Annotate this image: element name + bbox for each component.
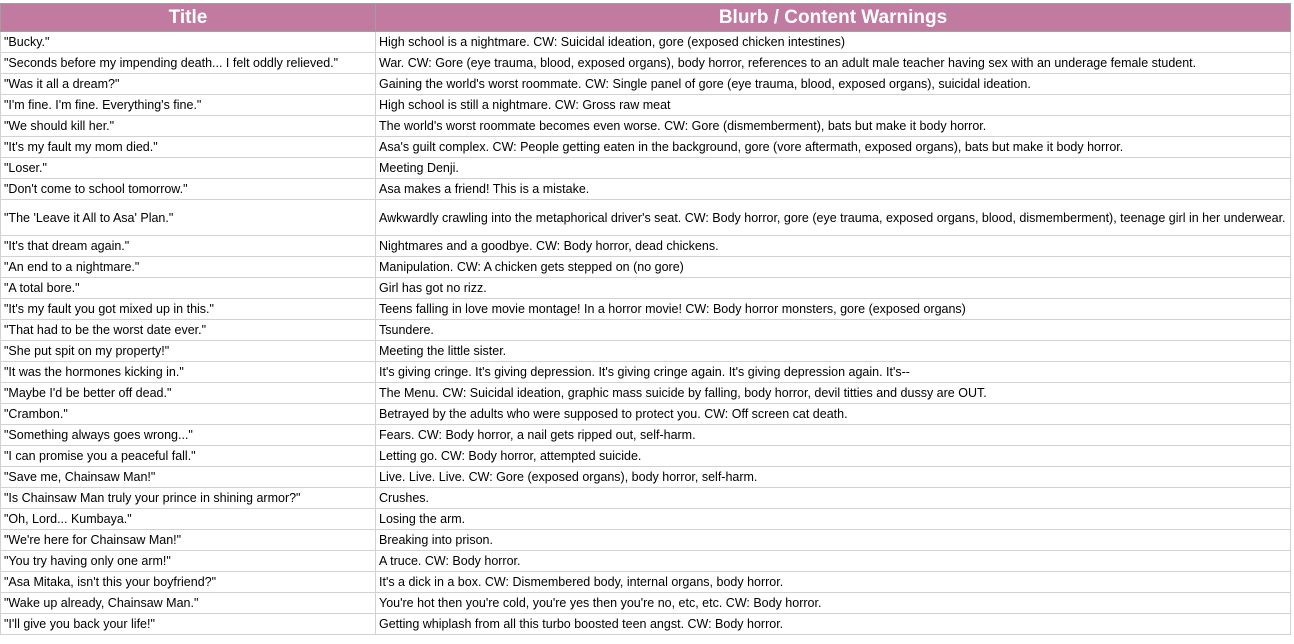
table-row [1, 200, 1291, 236]
blurb-cell[interactable]: Live. Live. Live. CW: Gore (exposed organs), body horror, self-harm. [376, 467, 1291, 488]
table-row [1, 488, 1291, 509]
title-cell[interactable]: "She put spit on my property!" [1, 341, 376, 362]
title-cell[interactable]: "You try having only one arm!" [1, 551, 376, 572]
table-row [1, 32, 1291, 53]
title-cell[interactable]: "It was the hormones kicking in." [1, 362, 376, 383]
title-cell[interactable]: "It's my fault my mom died." [1, 137, 376, 158]
table-row [1, 74, 1291, 95]
blurb-cell[interactable]: Tsundere. [376, 320, 1291, 341]
blurb-cell[interactable]: Girl has got no rizz. [376, 278, 1291, 299]
title-cell[interactable]: "Was it all a dream?" [1, 74, 376, 95]
title-cell[interactable]: "Asa Mitaka, isn't this your boyfriend?" [1, 572, 376, 593]
title-cell[interactable]: "Loser." [1, 158, 376, 179]
blurb-cell[interactable]: Meeting the little sister. [376, 341, 1291, 362]
blurb-cell[interactable]: Crushes. [376, 488, 1291, 509]
title-cell[interactable]: "Is Chainsaw Man truly your prince in shining armor?" [1, 488, 376, 509]
title-cell[interactable]: "I'll give you back your life!" [1, 614, 376, 635]
blurb-cell[interactable]: High school is a nightmare. CW: Suicidal ideation, gore (exposed chicken intestines) [376, 32, 1291, 53]
blurb-cell[interactable]: The world's worst roommate becomes even worse. CW: Gore (dismemberment), bats but make it body horror. [376, 116, 1291, 137]
title-cell[interactable]: "I can promise you a peaceful fall." [1, 446, 376, 467]
table-row [1, 572, 1291, 593]
chapter-table [0, 3, 1291, 635]
table-row [1, 362, 1291, 383]
table-row [1, 278, 1291, 299]
table-row [1, 467, 1291, 488]
table-row [1, 383, 1291, 404]
table-row [1, 179, 1291, 200]
table-header [1, 4, 1291, 32]
blurb-cell[interactable]: Awkwardly crawling into the metaphorical driver's seat. CW: Body horror, gore (eye trauma, exposed organs, blood, dismemberment), teenage girl in her underwear. [376, 200, 1291, 236]
table-row [1, 95, 1291, 116]
title-cell[interactable]: "I'm fine. I'm fine. Everything's fine." [1, 95, 376, 116]
title-cell[interactable]: "We should kill her." [1, 116, 376, 137]
table-row [1, 137, 1291, 158]
header-row [1, 4, 1291, 32]
title-cell[interactable]: "An end to a nightmare." [1, 257, 376, 278]
table-row [1, 236, 1291, 257]
table-row [1, 404, 1291, 425]
title-cell[interactable]: "Oh, Lord... Kumbaya." [1, 509, 376, 530]
table-row [1, 530, 1291, 551]
blurb-cell[interactable]: It's a dick in a box. CW: Dismembered body, internal organs, body horror. [376, 572, 1291, 593]
table-row [1, 446, 1291, 467]
title-cell[interactable]: "The 'Leave it All to Asa' Plan." [1, 200, 376, 236]
table-row [1, 257, 1291, 278]
table-row [1, 320, 1291, 341]
title-cell[interactable]: "Save me, Chainsaw Man!" [1, 467, 376, 488]
title-cell[interactable]: "A total bore." [1, 278, 376, 299]
table-row [1, 299, 1291, 320]
blurb-cell[interactable]: You're hot then you're cold, you're yes then you're no, etc, etc. CW: Body horror. [376, 593, 1291, 614]
table-row [1, 341, 1291, 362]
title-cell[interactable]: "Something always goes wrong..." [1, 425, 376, 446]
title-cell[interactable]: "It's my fault you got mixed up in this." [1, 299, 376, 320]
table-row [1, 53, 1291, 74]
blurb-cell[interactable]: Teens falling in love movie montage! In a horror movie! CW: Body horror monsters, gore (exposed organs) [376, 299, 1291, 320]
blurb-cell[interactable]: Betrayed by the adults who were supposed to protect you. CW: Off screen cat death. [376, 404, 1291, 425]
blurb-cell[interactable]: Letting go. CW: Body horror, attempted suicide. [376, 446, 1291, 467]
table-row [1, 551, 1291, 572]
title-cell[interactable]: "Crambon." [1, 404, 376, 425]
table-row [1, 593, 1291, 614]
title-cell[interactable]: "It's that dream again." [1, 236, 376, 257]
blurb-cell[interactable]: War. CW: Gore (eye trauma, blood, exposed organs), body horror, references to an adult male teacher having sex with an underage female student. [376, 53, 1291, 74]
blurb-cell[interactable]: Nightmares and a goodbye. CW: Body horror, dead chickens. [376, 236, 1291, 257]
table-row [1, 116, 1291, 137]
blurb-cell[interactable]: High school is still a nightmare. CW: Gross raw meat [376, 95, 1291, 116]
title-cell[interactable]: "Maybe I'd be better off dead." [1, 383, 376, 404]
blurb-cell[interactable]: It's giving cringe. It's giving depression. It's giving cringe again. It's giving depression again. It's-- [376, 362, 1291, 383]
blurb-cell[interactable]: Gaining the world's worst roommate. CW: Single panel of gore (eye trauma, blood, exposed organs), suicidal ideation. [376, 74, 1291, 95]
blurb-column-header[interactable]: Blurb / Content Warnings [376, 4, 1291, 32]
title-cell[interactable]: "Bucky." [1, 32, 376, 53]
blurb-cell[interactable]: Breaking into prison. [376, 530, 1291, 551]
table-row [1, 509, 1291, 530]
title-cell[interactable]: "That had to be the worst date ever." [1, 320, 376, 341]
blurb-cell[interactable]: Losing the arm. [376, 509, 1291, 530]
title-cell[interactable]: "Seconds before my impending death... I felt oddly relieved." [1, 53, 376, 74]
title-cell[interactable]: "Don't come to school tomorrow." [1, 179, 376, 200]
table-row [1, 158, 1291, 179]
title-cell[interactable]: "Wake up already, Chainsaw Man." [1, 593, 376, 614]
blurb-cell[interactable]: A truce. CW: Body horror. [376, 551, 1291, 572]
title-column-header[interactable]: Title [1, 4, 376, 32]
blurb-cell[interactable]: Asa makes a friend! This is a mistake. [376, 179, 1291, 200]
table-row [1, 425, 1291, 446]
blurb-cell[interactable]: The Menu. CW: Suicidal ideation, graphic mass suicide by falling, body horror, devil titties and dussy are OUT. [376, 383, 1291, 404]
table-row [1, 614, 1291, 635]
blurb-cell[interactable]: Fears. CW: Body horror, a nail gets ripped out, self-harm. [376, 425, 1291, 446]
title-cell[interactable]: "We're here for Chainsaw Man!" [1, 530, 376, 551]
blurb-cell[interactable]: Meeting Denji. [376, 158, 1291, 179]
table-body [1, 32, 1291, 635]
blurb-cell[interactable]: Asa's guilt complex. CW: People getting eaten in the background, gore (vore aftermath, exposed organs), bats but make it body horror. [376, 137, 1291, 158]
blurb-cell[interactable]: Manipulation. CW: A chicken gets stepped on (no gore) [376, 257, 1291, 278]
blurb-cell[interactable]: Getting whiplash from all this turbo boosted teen angst. CW: Body horror. [376, 614, 1291, 635]
